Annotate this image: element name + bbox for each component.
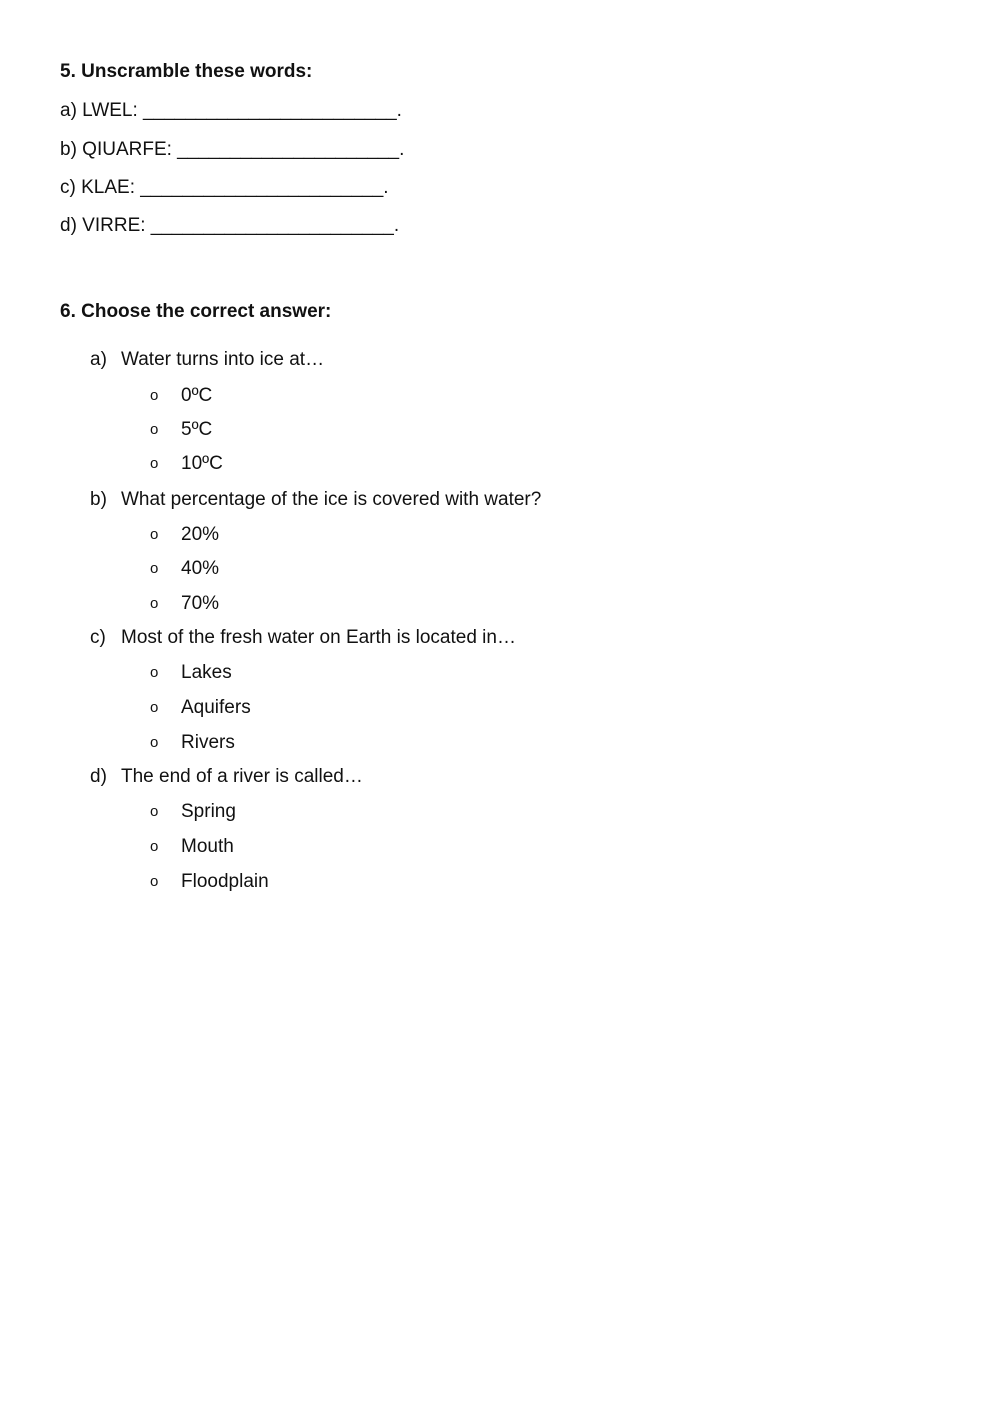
section-6-heading: 6. Choose the correct answer: [60, 301, 332, 322]
unscramble-item-c: c) KLAE: _______________________. [60, 177, 389, 198]
question-letter: b) [90, 489, 107, 510]
option-label: Floodplain [181, 871, 269, 892]
radio-circle-icon: o [150, 873, 159, 890]
question-a [90, 348, 324, 372]
question-c-option-2[interactable] [150, 696, 251, 720]
question-text: Most of the fresh water on Earth is located in… [121, 627, 516, 648]
unscramble-item-a: a) LWEL: ________________________. [60, 100, 402, 121]
radio-circle-icon: o [150, 421, 159, 438]
option-label: Aquifers [181, 697, 251, 718]
option-label: 5ºC [181, 419, 213, 440]
radio-circle-icon: o [150, 526, 159, 543]
section-5-heading: 5. Unscramble these words: [60, 61, 313, 82]
question-letter: c) [90, 627, 106, 648]
question-b [90, 488, 541, 512]
question-c [90, 626, 516, 650]
question-d [90, 765, 363, 789]
radio-circle-icon: o [150, 838, 159, 855]
option-label: 40% [181, 558, 220, 579]
radio-circle-icon: o [150, 699, 159, 716]
question-a-option-1[interactable] [150, 384, 212, 408]
question-d-option-2[interactable] [150, 835, 234, 859]
question-a-option-3[interactable] [150, 452, 223, 476]
question-text: Water turns into ice at… [121, 349, 325, 370]
question-b-option-3[interactable] [150, 592, 219, 616]
unscramble-item-d: d) VIRRE: _______________________. [60, 215, 400, 236]
radio-circle-icon: o [150, 595, 159, 612]
question-letter: a) [90, 349, 107, 370]
option-label: 70% [181, 593, 220, 614]
option-label: 10ºC [181, 453, 223, 474]
question-a-option-2[interactable] [150, 418, 212, 442]
radio-circle-icon: o [150, 734, 159, 751]
question-c-option-3[interactable] [150, 731, 235, 755]
question-text: What percentage of the ice is covered with water? [121, 489, 542, 510]
option-label: Lakes [181, 662, 232, 683]
radio-circle-icon: o [150, 560, 159, 577]
unscramble-item-b: b) QIUARFE: _____________________. [60, 139, 405, 160]
radio-circle-icon: o [150, 387, 159, 404]
question-b-option-1[interactable] [150, 523, 219, 547]
radio-circle-icon: o [150, 664, 159, 681]
option-label: Mouth [181, 836, 234, 857]
option-label: Spring [181, 801, 236, 822]
question-letter: d) [90, 766, 107, 787]
question-d-option-1[interactable] [150, 800, 236, 824]
option-label: Rivers [181, 732, 235, 753]
radio-circle-icon: o [150, 803, 159, 820]
question-b-option-2[interactable] [150, 557, 219, 581]
question-d-option-3[interactable] [150, 870, 269, 894]
option-label: 20% [181, 524, 220, 545]
question-c-option-1[interactable] [150, 661, 232, 685]
radio-circle-icon: o [150, 455, 159, 472]
option-label: 0ºC [181, 385, 213, 406]
question-text: The end of a river is called… [121, 766, 363, 787]
